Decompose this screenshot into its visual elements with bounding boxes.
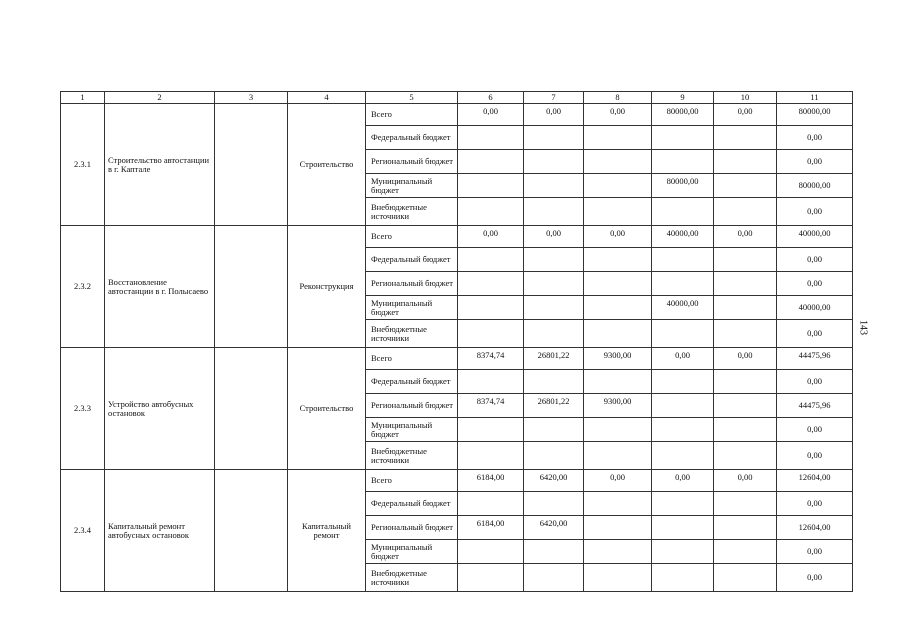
year-amount — [652, 394, 714, 418]
year-amount — [458, 492, 524, 516]
year-amount: 0,00 — [524, 226, 584, 248]
year-amount — [714, 126, 777, 150]
year-amount — [652, 492, 714, 516]
year-amount: 9300,00 — [584, 348, 652, 370]
funding-source: Региональный бюджет — [366, 150, 458, 174]
year-amount — [584, 248, 652, 272]
total-amount: 12604,00 — [777, 470, 853, 492]
year-amount — [652, 320, 714, 348]
year-amount — [524, 492, 584, 516]
year-amount — [584, 516, 652, 540]
column-number: 9 — [652, 92, 714, 104]
measure-executor — [215, 348, 288, 470]
year-amount: 80000,00 — [652, 174, 714, 198]
funding-source: Всего — [366, 470, 458, 492]
total-amount: 0,00 — [777, 418, 853, 442]
year-amount — [714, 370, 777, 394]
year-amount: 0,00 — [652, 470, 714, 492]
table-body — [61, 104, 853, 592]
year-amount: 26801,22 — [524, 394, 584, 418]
year-amount: 40000,00 — [652, 226, 714, 248]
funding-source: Региональный бюджет — [366, 272, 458, 296]
measure-name: Восстановление автостанции в г. Полысаево — [105, 226, 215, 348]
table-row — [61, 348, 853, 370]
year-amount — [714, 564, 777, 592]
year-amount — [458, 564, 524, 592]
table-row — [61, 470, 853, 492]
total-amount: 0,00 — [777, 198, 853, 226]
year-amount — [652, 516, 714, 540]
year-amount — [652, 198, 714, 226]
column-number: 6 — [458, 92, 524, 104]
funding-source: Федеральный бюджет — [366, 492, 458, 516]
funding-source: Региональный бюджет — [366, 394, 458, 418]
funding-source: Внебюджетные источники — [366, 198, 458, 226]
year-amount — [584, 150, 652, 174]
year-amount — [458, 272, 524, 296]
year-amount — [458, 126, 524, 150]
column-number: 5 — [366, 92, 458, 104]
year-amount: 6420,00 — [524, 470, 584, 492]
year-amount — [524, 418, 584, 442]
year-amount — [584, 370, 652, 394]
year-amount — [714, 492, 777, 516]
total-amount: 0,00 — [777, 540, 853, 564]
work-type: Реконструкция — [288, 226, 366, 348]
year-amount — [584, 540, 652, 564]
funding-source: Муниципальный бюджет — [366, 174, 458, 198]
year-amount: 0,00 — [584, 104, 652, 126]
table-row — [61, 104, 853, 126]
year-amount — [584, 126, 652, 150]
year-amount: 6420,00 — [524, 516, 584, 540]
year-amount — [714, 394, 777, 418]
total-amount: 0,00 — [777, 126, 853, 150]
year-amount — [584, 198, 652, 226]
year-amount — [458, 370, 524, 394]
funding-source: Муниципальный бюджет — [366, 540, 458, 564]
year-amount: 26801,22 — [524, 348, 584, 370]
column-number: 3 — [215, 92, 288, 104]
year-amount — [458, 174, 524, 198]
funding-source: Внебюджетные источники — [366, 442, 458, 470]
funding-source: Региональный бюджет — [366, 516, 458, 540]
year-amount: 6184,00 — [458, 516, 524, 540]
total-amount: 80000,00 — [777, 104, 853, 126]
year-amount — [652, 418, 714, 442]
year-amount — [458, 248, 524, 272]
year-amount — [584, 564, 652, 592]
total-amount: 80000,00 — [777, 174, 853, 198]
year-amount: 40000,00 — [652, 296, 714, 320]
measure-code: 2.3.3 — [61, 348, 105, 470]
measure-name: Строительство автостанции в г. Каптале — [105, 104, 215, 226]
year-amount — [584, 442, 652, 470]
year-amount — [524, 370, 584, 394]
year-amount — [584, 296, 652, 320]
total-amount: 40000,00 — [777, 226, 853, 248]
measure-executor — [215, 104, 288, 226]
year-amount — [458, 198, 524, 226]
year-amount — [714, 296, 777, 320]
year-amount — [458, 442, 524, 470]
total-amount: 0,00 — [777, 248, 853, 272]
year-amount — [458, 320, 524, 348]
year-amount: 0,00 — [584, 470, 652, 492]
work-type: Строительство — [288, 348, 366, 470]
year-amount — [524, 540, 584, 564]
year-amount — [714, 516, 777, 540]
year-amount: 6184,00 — [458, 470, 524, 492]
year-amount — [584, 272, 652, 296]
year-amount — [584, 492, 652, 516]
year-amount — [652, 272, 714, 296]
funding-source: Муниципальный бюджет — [366, 418, 458, 442]
year-amount — [524, 198, 584, 226]
total-amount: 12604,00 — [777, 516, 853, 540]
year-amount — [714, 174, 777, 198]
year-amount — [714, 442, 777, 470]
year-amount — [524, 296, 584, 320]
year-amount — [524, 564, 584, 592]
measure-executor — [215, 226, 288, 348]
year-amount: 0,00 — [714, 470, 777, 492]
funding-source: Внебюджетные источники — [366, 564, 458, 592]
column-number: 10 — [714, 92, 777, 104]
total-amount: 44475,96 — [777, 394, 853, 418]
total-amount: 40000,00 — [777, 296, 853, 320]
work-type: Капитальный ремонт — [288, 470, 366, 592]
column-number-row — [61, 92, 853, 104]
column-number: 2 — [105, 92, 215, 104]
year-amount: 80000,00 — [652, 104, 714, 126]
year-amount — [652, 150, 714, 174]
year-amount — [652, 248, 714, 272]
year-amount: 0,00 — [714, 226, 777, 248]
year-amount: 8374,74 — [458, 394, 524, 418]
measure-code: 2.3.1 — [61, 104, 105, 226]
total-amount: 0,00 — [777, 272, 853, 296]
funding-source: Муниципальный бюджет — [366, 296, 458, 320]
table-row — [61, 226, 853, 248]
funding-source: Федеральный бюджет — [366, 126, 458, 150]
year-amount — [458, 418, 524, 442]
total-amount: 0,00 — [777, 492, 853, 516]
year-amount: 0,00 — [524, 104, 584, 126]
year-amount — [458, 540, 524, 564]
year-amount: 9300,00 — [584, 394, 652, 418]
year-amount — [458, 150, 524, 174]
measure-code: 2.3.4 — [61, 470, 105, 592]
funding-source: Всего — [366, 226, 458, 248]
year-amount — [714, 248, 777, 272]
year-amount: 0,00 — [584, 226, 652, 248]
year-amount: 0,00 — [714, 348, 777, 370]
year-amount — [584, 174, 652, 198]
year-amount — [652, 126, 714, 150]
funding-source: Федеральный бюджет — [366, 370, 458, 394]
year-amount: 0,00 — [458, 226, 524, 248]
funding-source: Федеральный бюджет — [366, 248, 458, 272]
year-amount — [584, 418, 652, 442]
measure-name: Капитальный ремонт автобусных остановок — [105, 470, 215, 592]
year-amount — [584, 320, 652, 348]
total-amount: 44475,96 — [777, 348, 853, 370]
year-amount — [652, 564, 714, 592]
year-amount: 0,00 — [458, 104, 524, 126]
total-amount: 0,00 — [777, 320, 853, 348]
measure-executor — [215, 470, 288, 592]
column-number: 4 — [288, 92, 366, 104]
measure-name: Устройство автобусных остановок — [105, 348, 215, 470]
year-amount — [524, 320, 584, 348]
page-number: 143 — [857, 320, 869, 335]
year-amount — [714, 320, 777, 348]
total-amount: 0,00 — [777, 442, 853, 470]
year-amount — [524, 272, 584, 296]
total-amount: 0,00 — [777, 370, 853, 394]
funding-source: Всего — [366, 348, 458, 370]
year-amount: 8374,74 — [458, 348, 524, 370]
year-amount — [652, 442, 714, 470]
year-amount — [524, 248, 584, 272]
year-amount — [714, 150, 777, 174]
measure-code: 2.3.2 — [61, 226, 105, 348]
funding-source: Внебюджетные источники — [366, 320, 458, 348]
year-amount — [652, 540, 714, 564]
column-number: 8 — [584, 92, 652, 104]
year-amount — [714, 272, 777, 296]
total-amount: 0,00 — [777, 564, 853, 592]
year-amount: 0,00 — [652, 348, 714, 370]
year-amount — [714, 418, 777, 442]
year-amount — [524, 174, 584, 198]
year-amount — [458, 296, 524, 320]
year-amount: 0,00 — [714, 104, 777, 126]
column-number: 1 — [61, 92, 105, 104]
year-amount — [652, 370, 714, 394]
funding-source: Всего — [366, 104, 458, 126]
total-amount: 0,00 — [777, 150, 853, 174]
year-amount — [714, 540, 777, 564]
year-amount — [524, 442, 584, 470]
year-amount — [714, 198, 777, 226]
program-measures-table — [60, 91, 853, 592]
column-number: 7 — [524, 92, 584, 104]
work-type: Строительство — [288, 104, 366, 226]
column-number: 11 — [777, 92, 853, 104]
year-amount — [524, 150, 584, 174]
year-amount — [524, 126, 584, 150]
